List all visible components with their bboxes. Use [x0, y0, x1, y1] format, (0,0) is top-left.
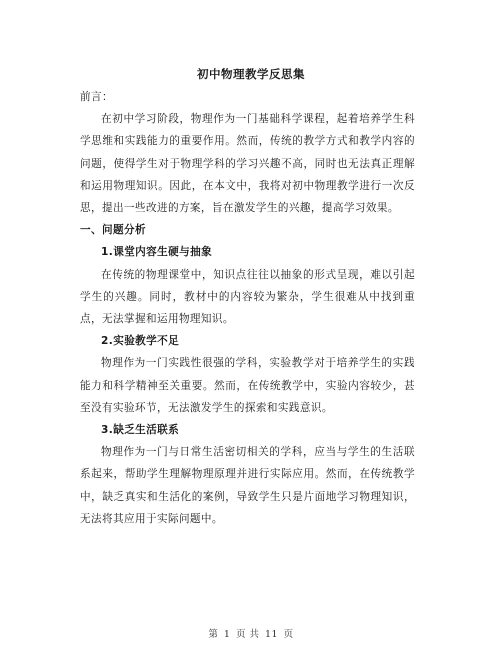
footer-prefix: 第	[208, 629, 219, 640]
subsection-heading-1: 1.课堂内容生硬与抽象	[101, 246, 213, 259]
document-body	[80, 86, 415, 530]
page-footer	[0, 626, 502, 640]
subsection-paragraph-2: 物理作为一门实践性很强的学科，实验教学对于培养学生的实践能力和科学精神至关重要。然而，在传统教学中，实验内容较少，甚至没有实验环节，无法激发学生的探索和实践意识。	[80, 357, 415, 414]
section-heading: 一、问题分析	[80, 224, 146, 237]
document-title: 初中物理教学反思集	[197, 67, 305, 81]
subsection-paragraph-1: 在传统的物理课堂中，知识点往往以抽象的形式呈现，难以引起学生的兴趣。同时，教材中的内容较为繁杂，学生很难从中找到重点，无法掌握和运用物理知识。	[80, 268, 415, 326]
subsection-heading-3: 3.缺乏生活联系	[101, 424, 180, 437]
footer-page-number: 1	[223, 629, 231, 640]
preface-paragraph: 在初中学习阶段，物理作为一门基础科学课程，起着培养学生科学思维和实践能力的重要作用。然而，传统的教学方式和教学内容的问题，使得学生对于物理学科的学习兴趣不高，同时也无法真正理解和运用物理知识。因此，在本文中，我将对初中物理教学进行一次反思，提出一些改进的方案，旨在激发学生的兴趣，提高学习效果。	[80, 113, 415, 215]
footer-total-pages: 11	[265, 629, 279, 640]
footer-mid: 页 共	[235, 629, 260, 640]
preface-label: 前言：	[80, 91, 113, 103]
subsection-heading-2: 2.实验教学不足	[101, 335, 180, 348]
subsection-paragraph-3: 物理作为一门与日常生活密切相关的学科，应当与学生的生活联系起来，帮助学生理解物理原理并进行实际应用。然而，在传统教学中，缺乏真实和生活化的案例，导致学生只是片面地学习物理知识，无法将其应用于实际问题中。	[80, 446, 415, 525]
footer-suffix: 页	[283, 629, 294, 640]
